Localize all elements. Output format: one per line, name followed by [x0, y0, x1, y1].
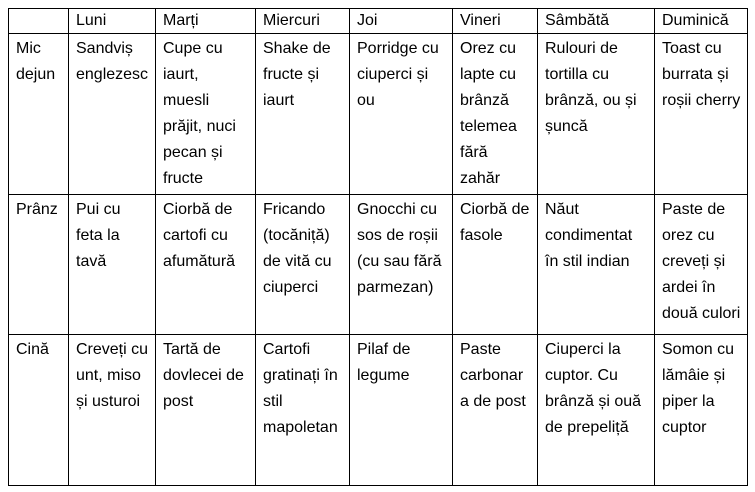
menu-cell: Toast cu burrata și roșii cherry	[655, 34, 748, 195]
menu-cell: Rulouri de tortilla cu brânză, ou și șuncă	[538, 34, 655, 195]
menu-cell: Orez cu lapte cu brânză telemea fără zahăr	[453, 34, 538, 195]
row-header-cina: Cină	[9, 335, 69, 486]
col-header-sambata: Sâmbătă	[538, 9, 655, 34]
menu-cell: Sandviș englezesc	[69, 34, 156, 195]
col-header-miercuri: Miercuri	[256, 9, 350, 34]
menu-cell: Pui cu feta la tavă	[69, 195, 156, 335]
menu-cell: Creveți cu unt, miso și usturoi	[69, 335, 156, 486]
col-header-marti: Marți	[156, 9, 256, 34]
menu-cell: Somon cu lămâie și piper la cuptor	[655, 335, 748, 486]
weekly-menu-table	[8, 8, 748, 486]
menu-cell: Pilaf de legume	[350, 335, 453, 486]
col-header-joi: Joi	[350, 9, 453, 34]
menu-cell: Cupe cu iaurt, muesli prăjit, nuci pecan și fructe	[156, 34, 256, 195]
row-header-mic-dejun: Mic dejun	[9, 34, 69, 195]
menu-cell: Fricando (tocăniță) de vită cu ciuperci	[256, 195, 350, 335]
menu-cell: Tartă de dovlecei de post	[156, 335, 256, 486]
corner-cell	[9, 9, 69, 34]
menu-cell: Porridge cu ciuperci și ou	[350, 34, 453, 195]
menu-cell: Ciuperci la cuptor. Cu brânză și ouă de prepeliță	[538, 335, 655, 486]
menu-cell: Cartofi gratinați în stil mapoletan	[256, 335, 350, 486]
menu-cell: Ciorbă de fasole	[453, 195, 538, 335]
header-row	[9, 9, 748, 34]
row-header-pranz: Prânz	[9, 195, 69, 335]
menu-cell: Paste carbonara de post	[453, 335, 538, 486]
table-row-mic-dejun	[9, 34, 748, 195]
menu-cell: Gnocchi cu sos de roșii (cu sau fără parmezan)	[350, 195, 453, 335]
col-header-luni: Luni	[69, 9, 156, 34]
table-row-pranz	[9, 195, 748, 335]
menu-cell: Năut condimentat în stil indian	[538, 195, 655, 335]
col-header-vineri: Vineri	[453, 9, 538, 34]
menu-cell: Ciorbă de cartofi cu afumătură	[156, 195, 256, 335]
menu-cell: Paste de orez cu creveți și ardei în două culori	[655, 195, 748, 335]
table-row-cina	[9, 335, 748, 486]
col-header-duminica: Duminică	[655, 9, 748, 34]
menu-cell: Shake de fructe și iaurt	[256, 34, 350, 195]
